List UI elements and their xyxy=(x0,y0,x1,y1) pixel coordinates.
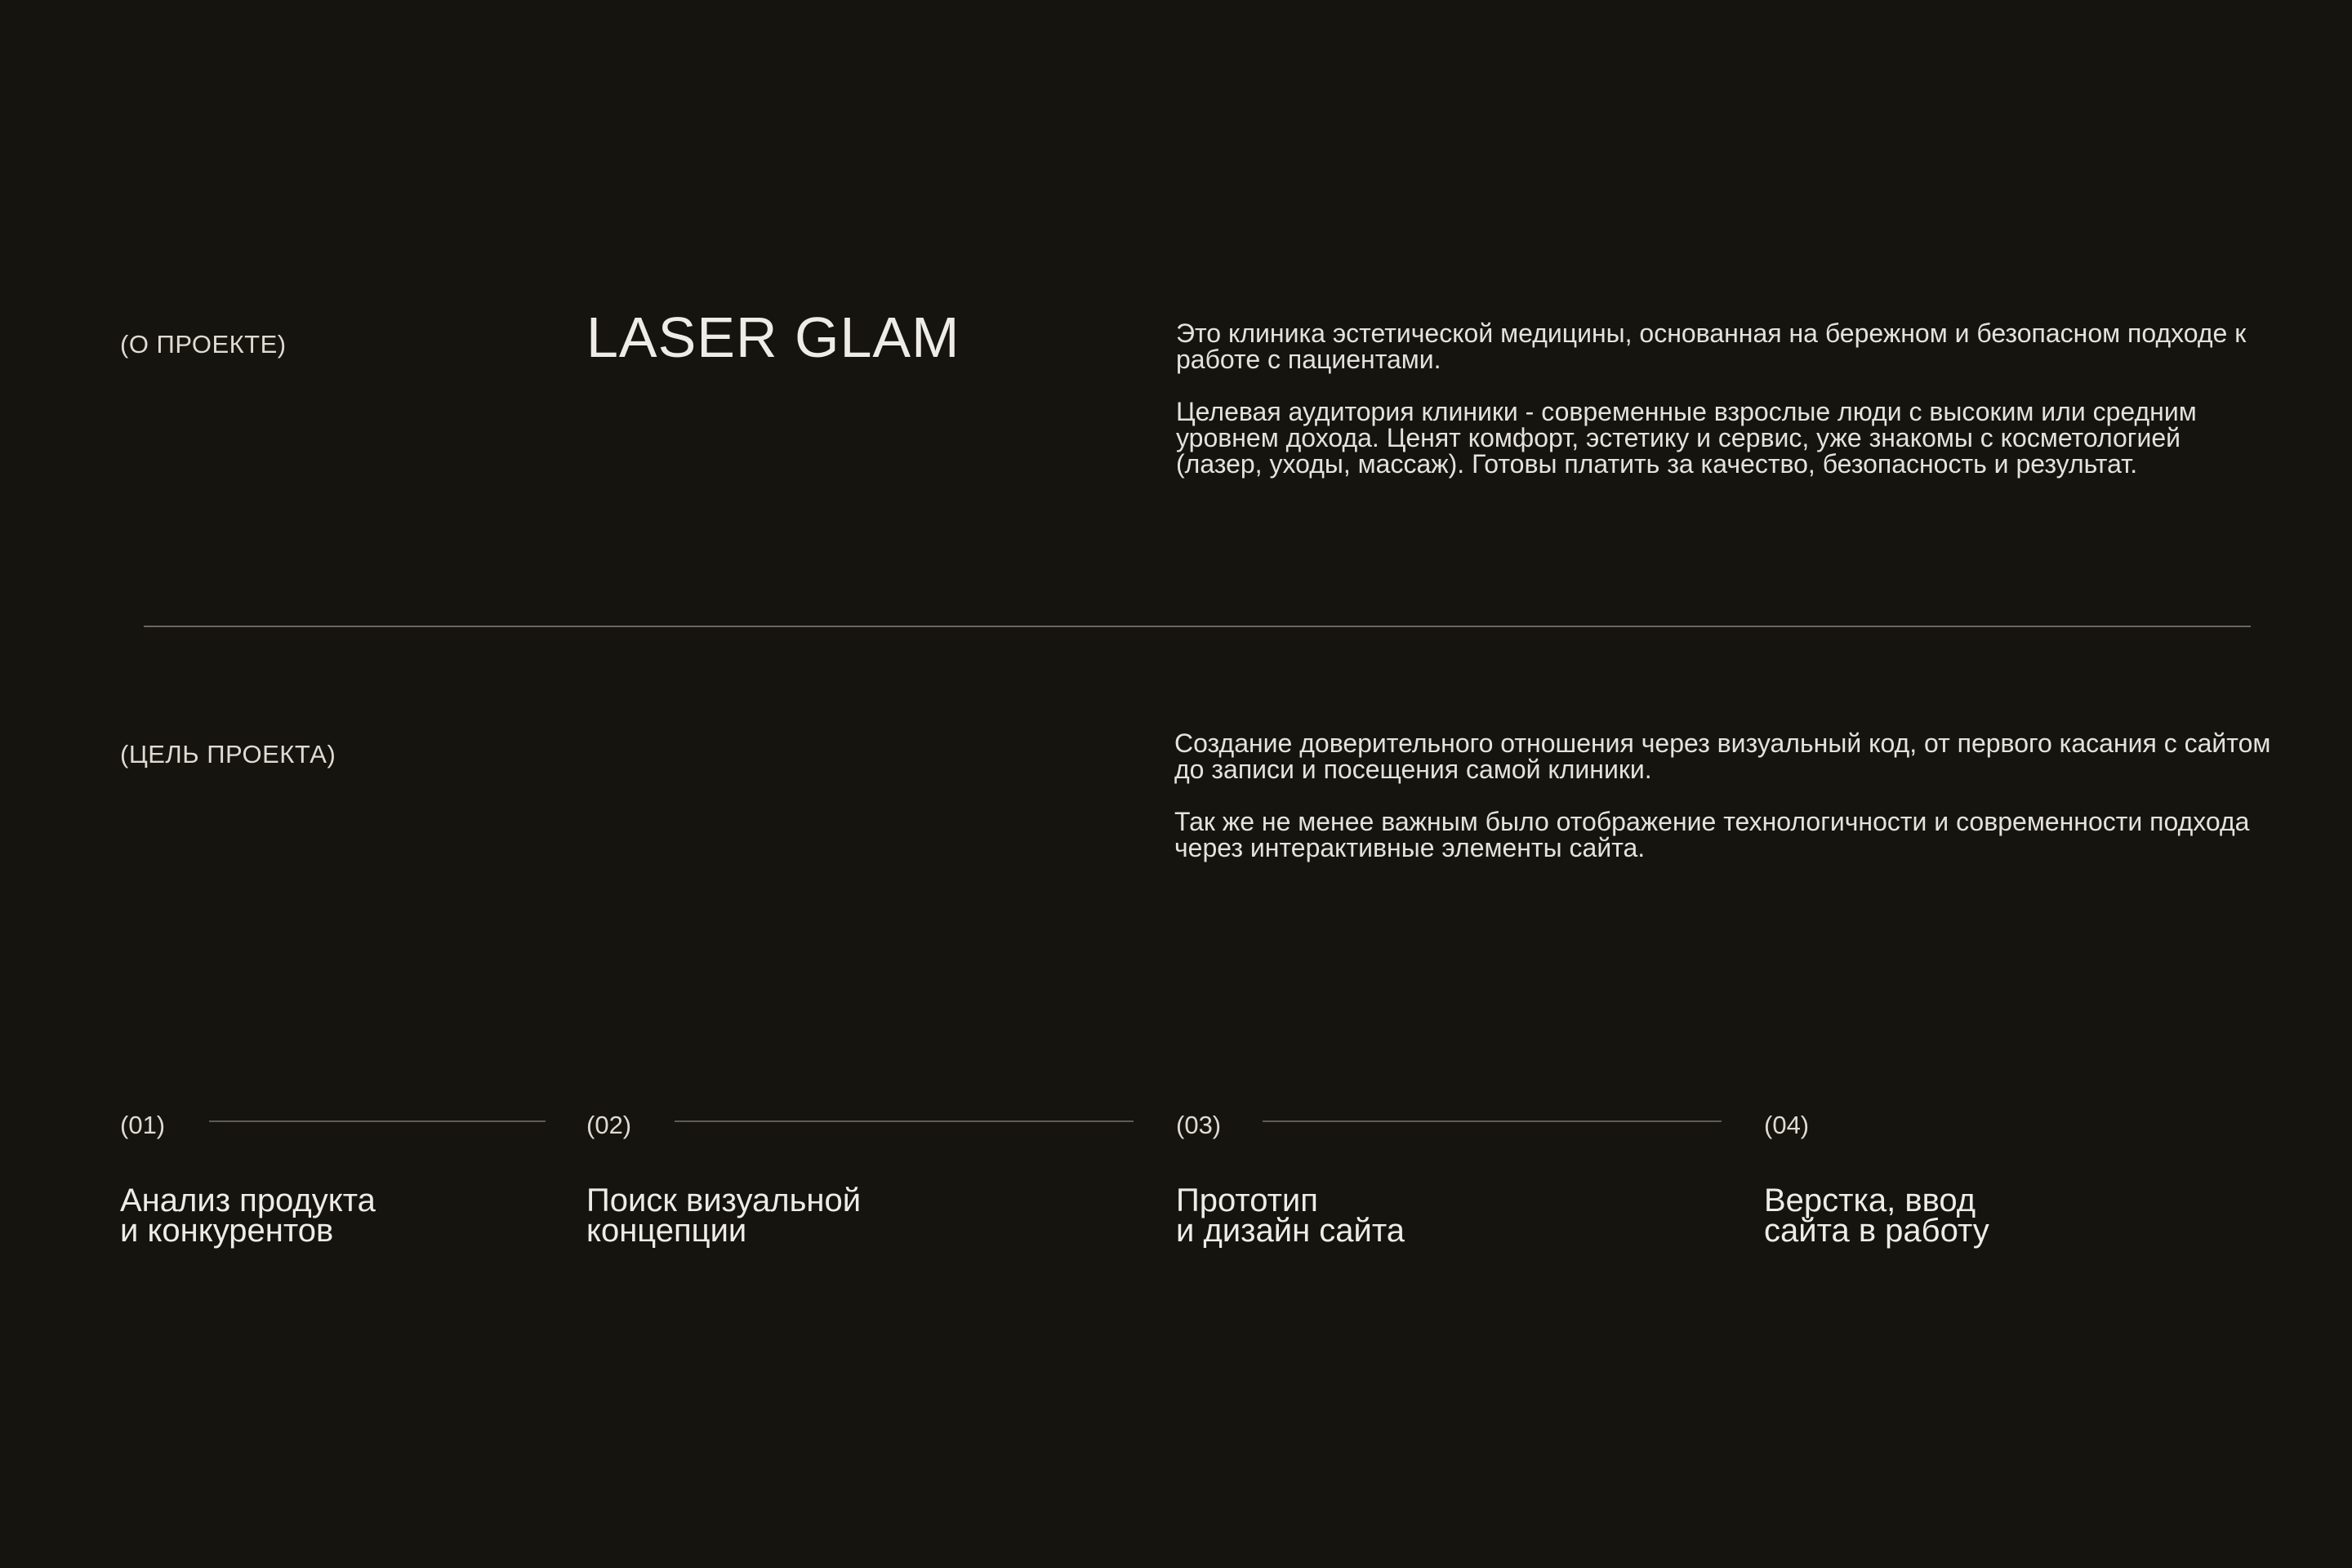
step-title-line-2: концепции xyxy=(586,1213,747,1249)
step-title xyxy=(586,1183,862,1249)
goal-description xyxy=(1174,730,2277,887)
step-number: (03) xyxy=(1176,1111,1222,1139)
goal-label: (ЦЕЛЬ ПРОЕКТА) xyxy=(120,740,336,768)
section-divider xyxy=(144,626,2251,627)
step-title xyxy=(1764,1183,1989,1249)
project-title: LASER GLAM xyxy=(586,305,960,369)
step-rule xyxy=(1263,1120,1722,1122)
step-rule xyxy=(675,1120,1134,1122)
goal-paragraph-2: Так же не менее важным было отображение технологичности и современности подхода через интерактивные элементы сайта. xyxy=(1174,807,2250,862)
about-paragraph-1: Это клиника эстетической медицины, основанная на бережном и безопасном подходе к работе с пациентами. xyxy=(1176,318,2247,374)
step-title-line-2: и дизайн сайта xyxy=(1176,1213,1405,1249)
step-number: (04) xyxy=(1764,1111,1810,1139)
step-title-line-1: Анализ продукта xyxy=(120,1183,376,1218)
step-title-line-1: Верстка, ввод xyxy=(1764,1183,1976,1218)
step-title-line-2: и конкурентов xyxy=(120,1213,334,1249)
step-title xyxy=(120,1183,376,1249)
step-rule xyxy=(209,1120,546,1122)
about-label: (О ПРОЕКТЕ) xyxy=(120,330,287,359)
step-number: (02) xyxy=(586,1111,632,1139)
step-title-line-1: Прототип xyxy=(1176,1183,1318,1218)
step-title xyxy=(1176,1183,1405,1249)
about-description xyxy=(1176,320,2254,503)
about-paragraph-2: Целевая аудитория клиники - современные взрослые люди с высоким или средним уровнем дохода. Ценят комфорт, эстетику и сервис, уже знакомы с косметологией (лазер, уходы, массаж). Готовы платить за качество, безопасность и результат. xyxy=(1176,397,2197,479)
step-number: (01) xyxy=(120,1111,166,1139)
step-title-line-1: Поиск визуальной xyxy=(586,1183,862,1218)
step-title-line-2: сайта в работу xyxy=(1764,1213,1989,1249)
goal-paragraph-1: Создание доверительного отношения через визуальный код, от первого касания с сайтом до записи и посещения самой клиники. xyxy=(1174,728,2271,784)
